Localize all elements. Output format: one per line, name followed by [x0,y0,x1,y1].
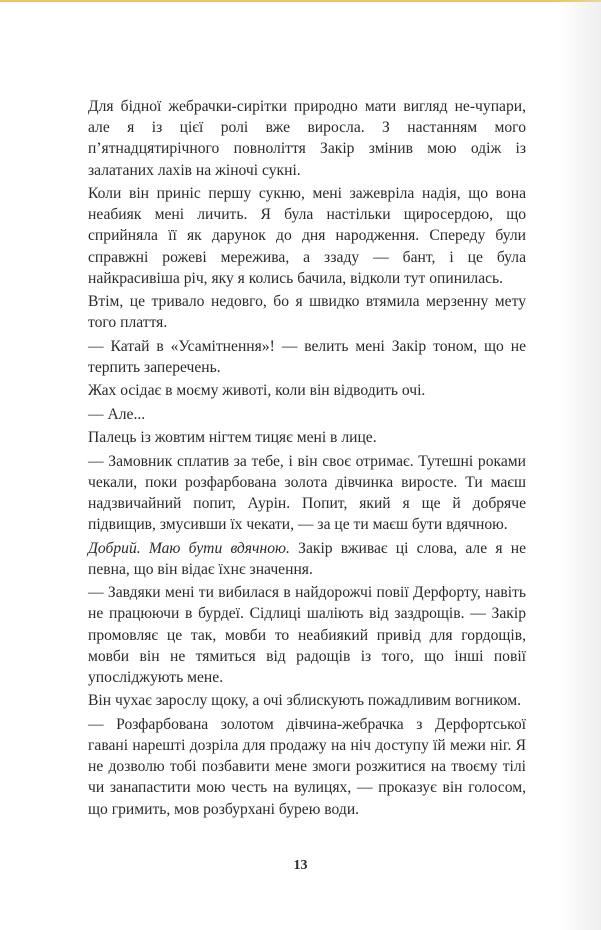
italic-lead: Добрий. Маю бути вдячною. [88,539,290,557]
paragraph: Він чухає зарослу щоку, а очі зблискують пожадливим вогником. [88,692,522,710]
paragraph: — Замовник сплатив за тебе, і він своє отримає. Тутешні роками чекали, поки розфарбована золота дівчинка виросте. Ти маєш надзвичайний попит, Аурін. Попит, який я ще й добряче підвищив, змусивши їх чекати, — за це ти маєш бути вдячною. [88,452,526,534]
page-number: 13 [293,858,308,873]
paragraph: Для бідної жебрачки-сирітки природно мати вигляд не-чупари, але я із цієї ролі вже виросла. З настанням мого п’ятнадцятирічного повноліття Закір змінив мою одіж із залатаних лахів на жіночі сукні. [88,98,526,179]
paragraph: — Завдяки мені ти вибилася в найдорожчі повії Дерфорту, навіть не працюючи в бурдеї. Сідлиці шаліють від заздрощів. — Закір промовляє це так, мовби то неабиякий привід для гордощів, мовби він не тямиться від радощів із того, що інші повії упосліджують мене. [88,584,526,686]
page-body [88,96,526,822]
paragraph: — Але... [88,405,146,423]
paragraph-rest: Закір вживає ці слова, але я не певна, що він відає їхнє значення. [88,539,526,578]
paragraph: Палець із жовтим нігтем тицяє мені в лице. [88,429,377,447]
top-rule [0,0,601,2]
paragraph: — Катай в «Усамітнення»! — велить мені Закір тоном, що не терпить заперечень. [88,337,526,376]
paragraph: Втім, це тривало недовго, бо я швидко втямила мерзенну мету того плаття. [88,293,526,332]
paragraph: Коли він приніс першу сукню, мені зажевріла надія, що вона неабияк мені личить. Я була настільки щиросердою, що сприйняла її як дарунок до дня народження. Спереду були справжні рожеві мережива, а ззаду — бант, і це була найкрасивіша річ, яку я колись бачила, відколи тут опинилась. [88,185,526,287]
page-edge-shadow [557,0,601,930]
paragraph: Жах осідає в моєму животі, коли він відводить очі. [88,382,426,400]
paragraph [88,538,526,580]
paragraph: — Розфарбована золотом дівчина-жебрачка з Дерфортської гавані нарешті дозріла для продажу на ніч доступу їй межи ніг. Я не дозволю тобі позбавити мене змоги розжитися на твоєму тілі чи занапастити мою честь на вулицях, — проказує він голосом, що гримить, мов розбурхані бурею води. [88,715,526,818]
